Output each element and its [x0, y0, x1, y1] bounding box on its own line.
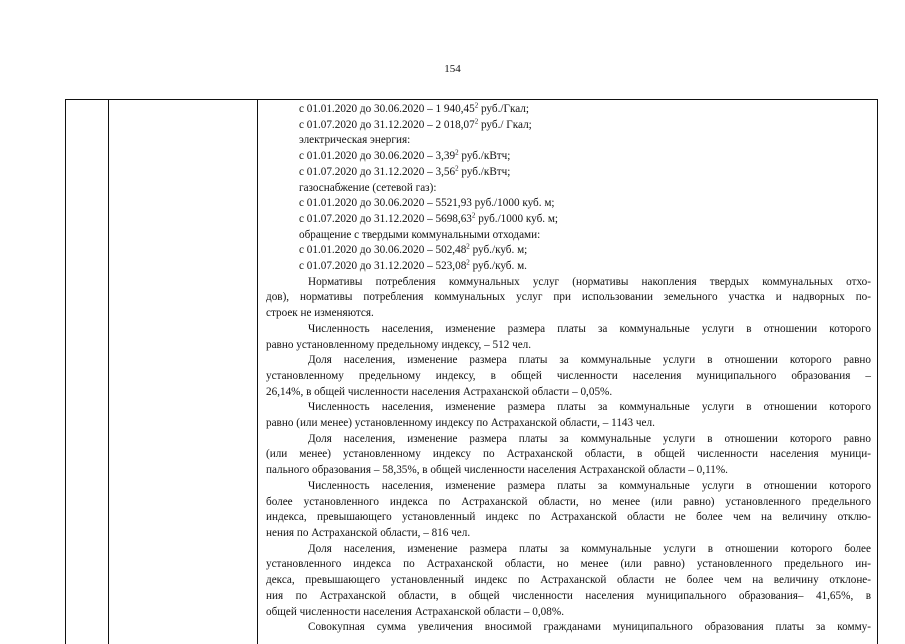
- paragraph: [266, 542, 871, 621]
- tariff-footnote-mark: 2: [455, 148, 459, 157]
- tariff-footnote-mark: 2: [471, 211, 476, 220]
- tariff-text: с 01.01.2020 до 30.06.2020 – 1 940,45: [299, 103, 475, 115]
- table-cell-text: [266, 102, 871, 636]
- tariff-line: [266, 212, 871, 228]
- paragraph: [266, 432, 871, 479]
- paragraph: [266, 620, 871, 636]
- tariff-unit: руб./кВтч;: [458, 150, 511, 163]
- table-column-divider: [257, 100, 258, 644]
- tariff-footnote-mark: 2: [474, 116, 479, 125]
- tariff-unit: руб./кВтч;: [458, 165, 511, 178]
- paragraph-line: пального образования – 58,35%, в общей численности населения Астраханской области – 0,11%.: [266, 464, 728, 477]
- tariff-footnote-mark: 2: [466, 242, 470, 251]
- table-column-divider: [108, 100, 109, 644]
- tariff-line: [266, 243, 871, 259]
- paragraph-line: строек не изменяются.: [266, 307, 374, 320]
- paragraph-line: Численность населения, изменение размера платы за коммунальные услуги в отношении которого: [308, 322, 871, 335]
- tariff-text: электрическая энергия:: [299, 134, 411, 147]
- tariff-text: с 01.01.2020 до 30.06.2020 – 5521,93 руб./1000 куб. м;: [299, 197, 555, 210]
- paragraph-line: установленному предельному индексу, в общей численности населения муниципального образования –: [266, 369, 871, 382]
- paragraph-line: ния по Астраханской области, в общей численности населения муниципального образования– 41,65%, в: [266, 589, 871, 602]
- paragraph-line: Нормативы потребления коммунальных услуг (нормативы накопления твердых коммунальных отхо-: [308, 275, 871, 288]
- tariff-line: [266, 228, 871, 244]
- paragraph-line: общей численности населения Астраханской области – 0,08%.: [266, 605, 564, 618]
- paragraph-line: дов), нормативы потребления коммунальных услуг при использовании земельного участка и надворных по-: [266, 291, 871, 304]
- paragraph: [266, 322, 871, 353]
- tariff-list: [266, 102, 871, 275]
- tariff-footnote-mark: 2: [466, 258, 470, 267]
- paragraph-list: [266, 275, 871, 636]
- paragraph-line: Доля населения, изменение размера платы за коммунальные услуги в отношении которого равно: [308, 354, 871, 367]
- page-number: 154: [444, 63, 461, 75]
- paragraph: [266, 479, 871, 542]
- paragraph-line: Численность населения, изменение размера платы за коммунальные услуги в отношении которого: [308, 479, 871, 492]
- tariff-line: [266, 149, 871, 165]
- paragraph: [266, 275, 871, 322]
- paragraph: [266, 353, 871, 400]
- paragraph-line: Совокупная сумма увеличения вносимой гражданами муниципального образования платы за комму-: [308, 621, 871, 634]
- tariff-line: [266, 181, 871, 197]
- paragraph-line: индекса, превышающего установленный индекс по Астраханской области не более чем на величину отклю-: [266, 511, 871, 524]
- tariff-footnote-mark: 2: [455, 164, 459, 173]
- paragraph-line: равно установленному предельному индексу, – 512 чел.: [266, 338, 532, 351]
- paragraph-line: установленного индекса по Астраханской области, но менее (или равно) установленного предельного ин-: [266, 558, 871, 571]
- tariff-unit: руб./куб. м;: [469, 244, 528, 257]
- paragraph: [266, 400, 871, 431]
- tariff-line: [266, 196, 871, 212]
- paragraph-line: Численность населения, изменение размера платы за коммунальные услуги в отношении которого: [308, 401, 871, 414]
- paragraph-line: 26,14%, в общей численности населения Астраханской области – 0,05%.: [266, 385, 613, 398]
- tariff-text: с 01.07.2020 до 31.12.2020 – 523,08: [299, 260, 467, 273]
- tariff-line: [266, 102, 871, 118]
- tariff-line: [266, 165, 871, 181]
- paragraph-line: Доля населения, изменение размера платы за коммунальные услуги в отношении которого равно: [308, 432, 871, 445]
- tariff-line: [266, 118, 871, 134]
- tariff-text: с 01.07.2020 до 31.12.2020 – 3,56: [299, 165, 456, 178]
- tariff-unit: руб./куб. м.: [469, 260, 527, 273]
- tariff-line: [266, 133, 871, 149]
- tariff-footnote-mark: 2: [474, 101, 479, 110]
- tariff-line: [266, 259, 871, 275]
- tariff-text: с 01.01.2020 до 30.06.2020 – 502,48: [299, 244, 467, 257]
- paragraph-line: равно (или менее) установленному индексу по Астраханской области, – 1143 чел.: [266, 417, 655, 430]
- paragraph-line: нения по Астраханской области, – 816 чел.: [266, 526, 471, 539]
- tariff-text: с 01.01.2020 до 30.06.2020 – 3,39: [299, 150, 456, 163]
- tariff-text: обращение с твердыми коммунальными отходами:: [299, 228, 541, 241]
- tariff-text: газоснабжение (сетевой газ):: [299, 181, 437, 194]
- tariff-unit: руб./ Гкал;: [478, 118, 532, 131]
- paragraph-line: декса, превышающего установленный индекс по Астраханской области не более чем на величину отклоне-: [266, 574, 871, 587]
- tariff-text: с 01.07.2020 до 31.12.2020 – 5698,63: [299, 212, 472, 225]
- paragraph-line: Доля населения, изменение размера платы за коммунальные услуги в отношении которого более: [308, 542, 871, 555]
- paragraph-line: более установленного индекса по Астраханской области, но менее (или равно) установленного предельного: [266, 495, 871, 508]
- paragraph-line: (или менее) установленному индексу по Астраханской области, в общей численности населения муници-: [266, 448, 871, 461]
- tariff-unit: руб./1000 куб. м;: [475, 212, 559, 225]
- tariff-text: с 01.07.2020 до 31.12.2020 – 2 018,07: [299, 118, 475, 131]
- document-table: [65, 99, 878, 644]
- tariff-unit: руб./Гкал;: [478, 103, 529, 115]
